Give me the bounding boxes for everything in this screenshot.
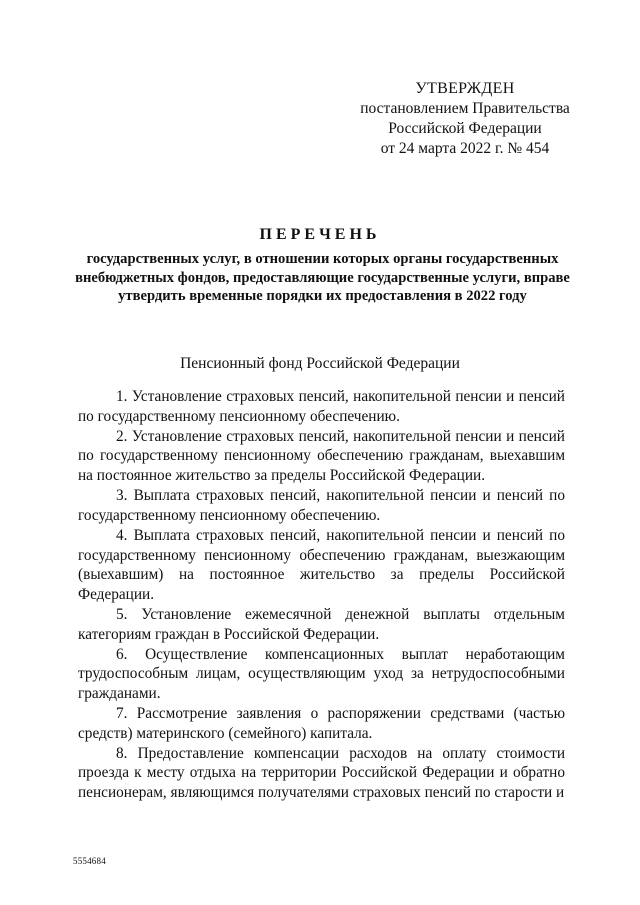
document-subtitle: государственных услуг, в отношении которых органы государственных внебюджетных фондов, предоставляющие государственные услуги, вправе утвердить временные порядки их предоставления в 2022 году	[75, 251, 570, 304]
item-number: 4.	[116, 526, 128, 544]
item-text: Рассмотрение заявления о распоряжении средствами (частью средств) материнского (семейного) капитала.	[78, 705, 566, 742]
approval-line-3: от 24 марта 2022 г. № 454	[380, 140, 550, 157]
approval-line-2: Российской Федерации	[388, 120, 542, 137]
list-item	[78, 526, 565, 604]
item-number: 8.	[116, 744, 128, 762]
item-text: Выплата страховых пенсий, накопительной пенсии и пенсий по государственному пенсионному обеспечению.	[78, 487, 565, 524]
list-item	[78, 744, 565, 803]
item-text: Выплата страховых пенсий, накопительной пенсии и пенсий по государственному пенсионному обеспечению гражданам, выезжающим (выехавшим) на постоянное жительство за пределы Российской Федерации.	[78, 526, 565, 603]
list-item	[78, 486, 565, 525]
approval-block	[340, 79, 590, 159]
list-item	[78, 645, 565, 704]
item-text: Предоставление компенсации расходов на оплату стоимости проезда к месту отдыха на территории Российской Федерации и обратно пенсионерам, являющимся получателями страховых пенсий по старости и	[78, 744, 565, 802]
document-title: ПЕРЕЧЕНЬ	[259, 226, 381, 243]
item-text: Установление страховых пенсий, накопительной пенсии и пенсий по государственному пенсионному обеспечению.	[78, 388, 565, 425]
footer-document-code: 5554684	[73, 856, 106, 866]
item-number: 5.	[116, 605, 128, 623]
item-number: 2.	[116, 427, 128, 445]
item-text: Установление страховых пенсий, накопительной пенсии и пенсий по государственному пенсионному обеспечению гражданам, выехавшим на постоянное жительство за пределы Российской Федерации.	[78, 427, 565, 484]
item-number: 3.	[116, 487, 128, 505]
section-heading: Пенсионный фонд Российской Федерации	[180, 355, 460, 372]
list-item	[78, 605, 565, 644]
item-number: 7.	[116, 705, 128, 723]
item-text: Установление ежемесячной денежной выплаты отдельным категориям граждан в Российской Федерации.	[78, 605, 565, 643]
item-number: 1.	[116, 388, 128, 405]
approval-heading: УТВЕРЖДЕН	[415, 80, 515, 97]
item-text: Осуществление компенсационных выплат неработающим трудоспособным лицам, осуществляющим уход за нетрудоспособными гражданами.	[78, 645, 565, 702]
items-list	[78, 387, 565, 803]
approval-line-1: постановлением Правительства	[360, 100, 570, 117]
list-item	[78, 427, 565, 486]
list-item	[78, 387, 565, 426]
list-item	[78, 704, 565, 743]
item-number: 6.	[116, 645, 128, 663]
